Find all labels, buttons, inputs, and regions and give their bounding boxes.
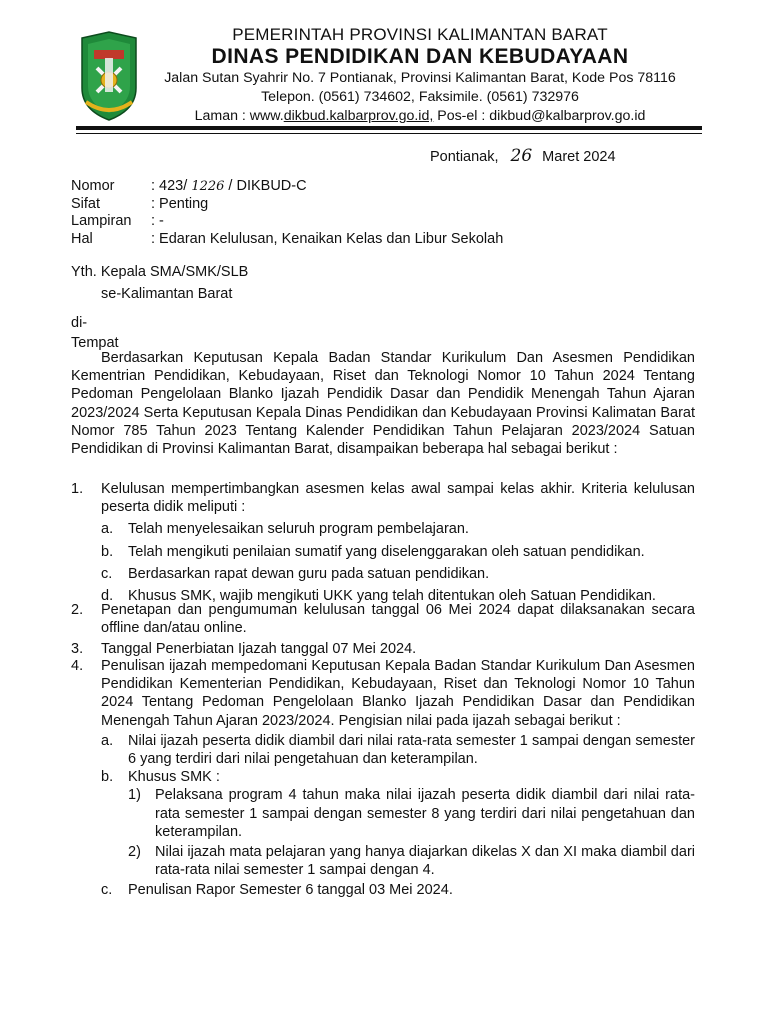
meta-row-lampiran — [71, 213, 503, 231]
list-number: 3. — [71, 641, 84, 657]
addressee-line2: se-Kalimantan Barat — [101, 286, 233, 302]
web-label: Laman : www. — [194, 108, 284, 124]
letterhead — [140, 24, 700, 126]
date-month-year: Maret 2024 — [542, 149, 616, 165]
provincial-emblem-icon — [76, 28, 142, 124]
government-name: PEMERINTAH PROVINSI KALIMANTAN BARAT — [232, 25, 608, 44]
letter-date — [430, 146, 616, 167]
list-number: 2. — [71, 602, 84, 618]
list-number: 4. — [71, 658, 84, 674]
date-city: Pontianak, — [430, 149, 499, 165]
sub-item: c. Berdasarkan rapat dewan guru pada satuan pendidikan. — [101, 565, 490, 582]
intro-paragraph — [71, 349, 695, 458]
list-item-4 — [71, 657, 695, 900]
list-item-3 — [71, 640, 695, 658]
sub-sub-item: 2) Nilai ijazah mata pelajaran yang hanya diajarkan dikelas X dan XI maka diambil dari rata-rata nilai semester 1 sampai dengan 4. — [128, 844, 695, 879]
addressee-place: Tempat — [71, 335, 119, 351]
agency-web-email — [140, 107, 700, 126]
meta-row-sifat — [71, 196, 503, 214]
date-day-handwritten: 26 — [510, 146, 533, 166]
meta-value: : 423/ 1226 / DIKBUD-C — [151, 178, 307, 194]
letter-meta — [71, 178, 503, 248]
list-item-1 — [71, 480, 695, 605]
agency-name: DINAS PENDIDIKAN DAN KEBUDAYAAN — [211, 45, 629, 68]
meta-value: : Edaran Kelulusan, Kenaikan Kelas dan Libur Sekolah — [151, 230, 504, 247]
addressee-line1: Yth. Kepala SMA/SMK/SLB — [71, 264, 249, 280]
sub-item: d. Khusus SMK, wajib mengikuti UKK yang telah ditentukan oleh Satuan Pendidikan. — [101, 588, 656, 605]
sub-item: c. Penulisan Rapor Semester 6 tanggal 03 Mei 2024. — [101, 882, 453, 899]
sub-item: b. Telah mengikuti penilaian sumatif yang diselenggarakan oleh satuan pendidikan. — [101, 543, 645, 560]
sub-item: b. Khusus SMK : — [101, 769, 220, 786]
list-item-2 — [71, 601, 695, 637]
letterhead-rule-thick — [76, 126, 702, 130]
meta-key: Nomor — [71, 178, 115, 194]
list-number: 1. — [71, 481, 84, 497]
sub-sub-item: 1) Pelaksana program 4 tahun maka nilai ijazah peserta didik diambil dari nilai rata-rata semester 1 sampai dengan semester 8 yang terdiri dari nilai pengetahuan dan keterampilan. — [128, 787, 695, 840]
list-text: Tanggal Penerbiatan Ijazah tanggal 07 Mei 2024. — [101, 641, 417, 657]
meta-value: : Penting — [151, 195, 209, 212]
meta-key: Sifat — [71, 195, 101, 212]
website-link[interactable]: dikbud.kalbarprov.go.id, — [283, 108, 434, 124]
list-text: Kelulusan mempertimbangkan asesmen kelas awal sampai kelas akhir. Kriteria kelulusan peserta didik meliputi : — [101, 481, 695, 516]
meta-row-hal — [71, 231, 503, 249]
letterhead-rule-thin — [76, 133, 702, 134]
meta-key: Hal — [71, 230, 93, 247]
email-text: Pos-el : dikbud@kalbarprov.go.id — [433, 108, 646, 124]
addressee-di: di- — [71, 315, 88, 331]
intro-text: Berdasarkan Keputusan Kepala Badan Standar Kurikulum Dan Asesmen Pendidikan Kementrian Pendidikan, Kebudayaan, Riset dan Teknologi Nomor 10 Tahun 2024 Tentang Pedoman Pengelolaan Blanko Ijazah Pendidik Dasar dan Pendidik Menengah Tahun Ajaran 2023/2024 Serta Keputusan Kepala Dinas Pendidikan dan Kebudayaan Provinsi Kalimatan Barat Nomor 785 Tahun 2023 Tentang Kalender Pendidikan Tahun Pelajaran 2023/2024 Satuan Pendidikan di Provinsi Kalimantan Barat, disampaikan beberapa hal sebagai berikut : — [71, 350, 695, 458]
agency-address: Jalan Sutan Syahrir No. 7 Pontianak, Provinsi Kalimantan Barat, Kode Pos 78116 — [164, 70, 676, 86]
handwritten-number: 1226 — [191, 179, 225, 194]
meta-row-nomor — [71, 178, 503, 196]
sub-item: a. Telah menyelesaikan seluruh program pembelajaran. — [101, 521, 469, 538]
addressee — [71, 262, 248, 353]
list-text: Penetapan dan pengumuman kelulusan tanggal 06 Mei 2024 dapat dilaksanakan secara offline dan/atau online. — [101, 602, 695, 637]
list-text: Penulisan ijazah mempedomani Keputusan Kepala Badan Standar Kurikulum Dan Asesmen Pendidikan Kementerian Pendidikan, Kebudayaan, Riset dan Teknologi Nomor 10 Tahun 2024 Tentang Pedoman Pengelolaan Blanko Ijazah Pendidikan Dasar dan Pendidikan Menengah Tahun Ajaran 2023/2024. Pengisian nilai pada ijazah sebagai berikut : — [101, 658, 695, 729]
meta-value: : - — [151, 213, 164, 229]
agency-phone: Telepon. (0561) 734602, Faksimile. (0561) 732976 — [261, 89, 579, 105]
sub-item: a. Nilai ijazah peserta didik diambil dari nilai rata-rata semester 1 sampai dengan semester 6 yang terdiri dari nilai pengetahuan dan keterampilan. — [101, 732, 695, 768]
meta-key: Lampiran — [71, 213, 132, 229]
